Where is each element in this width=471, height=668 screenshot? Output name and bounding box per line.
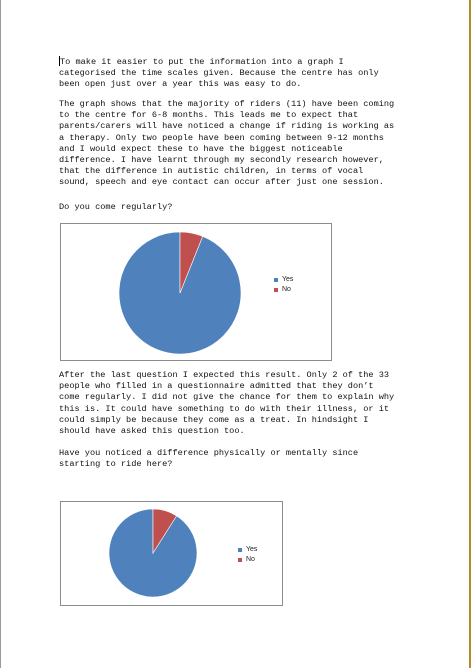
legend-label-no: No	[246, 556, 255, 563]
legend-entry-yes	[238, 545, 257, 555]
question-noticed-difference: Have you noticed a difference physically or mentally since starting to ride here?	[59, 448, 359, 470]
legend-swatch-yes	[238, 548, 242, 552]
legend-label-no: No	[282, 286, 291, 293]
legend-entry-yes	[274, 275, 293, 285]
chart-legend-come-regularly	[274, 275, 293, 295]
paragraph-timescales-text: To make it easier to put the information into a graph I categorised the time scales given. Because the centre has only been open just over a year this was easy to do.	[59, 57, 379, 90]
pie-chart-noticed-difference[interactable]	[60, 501, 283, 606]
chart-legend-noticed-difference	[238, 545, 257, 565]
pie-chart-come-regularly[interactable]	[60, 223, 332, 361]
paragraph-timescales	[59, 56, 419, 91]
legend-entry-no	[238, 555, 257, 565]
legend-label-yes: Yes	[246, 546, 258, 553]
paragraph-graph-analysis: The graph shows that the majority of riders (11) have been coming to the centre for 6-8 months. This leads me to expect that parents/carers will have noticed a change if riding is working as a therapy. Only two people have been coming between 9-12 months and I would expect these to have the biggest noticeable difference. I have learnt through my secondly research however, that the difference in autistic children, in terms of vocal sound, speech and eye contact can occur after just one session.	[59, 99, 395, 188]
legend-entry-no	[274, 285, 293, 295]
legend-label-yes: Yes	[282, 276, 294, 283]
legend-swatch-no	[238, 558, 242, 562]
paragraph-last-question: After the last question I expected this result. Only 2 of the 33 people who filled in a questionnaire admitted that they don’t come regularly. I did not give the chance for them to explain why this is. It could have something to do with their illness, or it could simply be because they come as a treat. In hindsight I should have asked this question too.	[59, 370, 395, 437]
legend-swatch-yes	[274, 278, 278, 282]
question-come-regularly: Do you come regularly?	[59, 202, 173, 212]
legend-swatch-no	[274, 288, 278, 292]
page-edge-left	[0, 0, 1, 668]
